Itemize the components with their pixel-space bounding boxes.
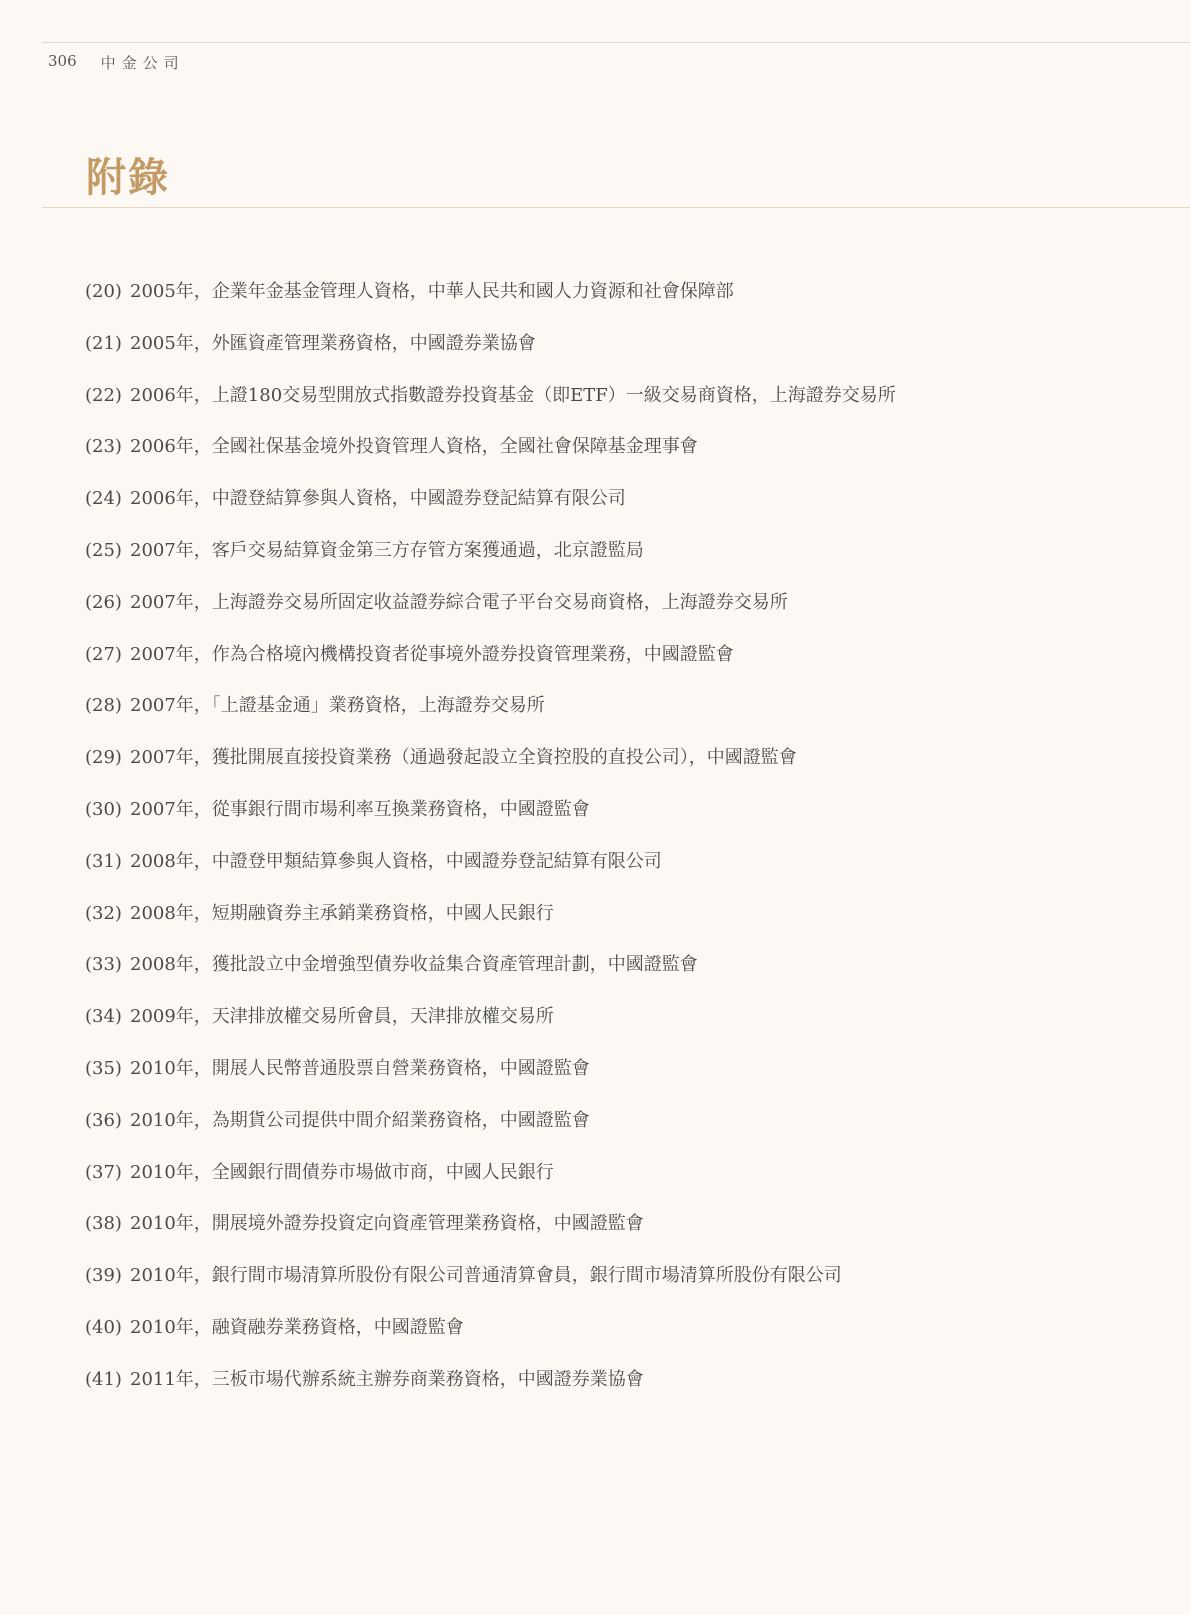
list-item: [85, 487, 896, 539]
list-item: [85, 591, 896, 643]
item-number: (37): [85, 1161, 122, 1183]
list-item: [85, 1109, 896, 1161]
item-number: (35): [85, 1057, 122, 1079]
company-name: 中金公司: [100, 54, 185, 72]
item-text: 2011年，三板市場代辦系統主辦券商業務資格，中國證券業協會: [130, 1368, 644, 1390]
list-item: [85, 953, 896, 1005]
item-text: 2007年，「上證基金通」業務資格，上海證券交易所: [130, 695, 545, 717]
list-item: [85, 902, 896, 954]
list-item: [85, 798, 896, 850]
list-item: [85, 435, 896, 487]
item-number: (23): [85, 436, 122, 458]
item-text: 2007年，獲批開展直接投資業務（通過發起設立全資控股的直投公司），中國證監會: [130, 747, 797, 769]
item-number: (25): [85, 539, 122, 561]
item-number: (39): [85, 1265, 122, 1287]
item-text: 2005年，外匯資產管理業務資格，中國證券業協會: [130, 332, 536, 354]
item-text: 2010年，銀行間市場清算所股份有限公司普通清算會員，銀行間市場清算所股份有限公司: [130, 1265, 842, 1287]
list-item: [85, 280, 896, 332]
item-text: 2007年，作為合格境內機構投資者從事境外證券投資管理業務，中國證監會: [130, 643, 734, 665]
item-text: 2006年，中證登結算參與人資格，中國證券登記結算有限公司: [130, 488, 626, 510]
section-title: 附錄: [86, 154, 170, 201]
item-number: (20): [85, 281, 122, 302]
list-item: [85, 384, 896, 436]
item-text: 2006年，全國社保基金境外投資管理人資格，全國社會保障基金理事會: [130, 436, 698, 458]
item-number: (41): [85, 1368, 122, 1390]
item-text: 2009年，天津排放權交易所會員，天津排放權交易所: [130, 1006, 554, 1028]
item-text: 2007年，從事銀行間市場利率互換業務資格，中國證監會: [130, 798, 590, 820]
header-rule: [42, 42, 1190, 43]
item-text: 2010年，為期貨公司提供中間介紹業務資格，中國證監會: [130, 1109, 590, 1131]
item-number: (22): [85, 384, 122, 406]
item-number: (27): [85, 643, 122, 665]
item-text: 2005年，企業年金基金管理人資格，中華人民共和國人力資源和社會保障部: [130, 281, 734, 302]
item-number: (21): [85, 332, 122, 354]
list-item: [85, 1316, 896, 1368]
item-number: (30): [85, 798, 122, 820]
item-number: (28): [85, 695, 122, 717]
item-text: 2007年，客戶交易結算資金第三方存管方案獲通過，北京證監局: [130, 539, 644, 561]
item-text: 2010年，開展境外證券投資定向資產管理業務資格，中國證監會: [130, 1213, 644, 1235]
page-number: 306: [48, 52, 77, 70]
item-number: (26): [85, 591, 122, 613]
list-item: [85, 643, 896, 695]
list-item: [85, 539, 896, 591]
list-item: [85, 1005, 896, 1057]
item-text: 2006年，上證180交易型開放式指數證券投資基金（即ETF）一級交易商資格，上海證券交易所: [130, 384, 896, 406]
item-number: (29): [85, 747, 122, 769]
item-text: 2010年，開展人民幣普通股票自營業務資格，中國證監會: [130, 1057, 590, 1079]
item-text: 2008年，獲批設立中金增強型債券收益集合資產管理計劃，中國證監會: [130, 954, 698, 976]
running-header: [48, 52, 185, 73]
list-item: [85, 332, 896, 384]
item-number: (36): [85, 1109, 122, 1131]
list-item: [85, 694, 896, 746]
list-item: [85, 850, 896, 902]
item-number: (40): [85, 1316, 122, 1338]
list-item: [85, 1057, 896, 1109]
item-number: (32): [85, 902, 122, 924]
item-number: (31): [85, 850, 122, 872]
item-text: 2008年，短期融資券主承銷業務資格，中國人民銀行: [130, 902, 554, 924]
item-number: (33): [85, 954, 122, 976]
list-item: [85, 1212, 896, 1264]
item-text: 2010年，融資融券業務資格，中國證監會: [130, 1316, 464, 1338]
title-rule: [42, 207, 1190, 208]
item-number: (34): [85, 1006, 122, 1028]
list-item: [85, 1368, 896, 1420]
item-number: (24): [85, 488, 122, 510]
item-text: 2010年，全國銀行間債券市場做市商，中國人民銀行: [130, 1161, 554, 1183]
qualification-list: [85, 280, 896, 1420]
list-item: [85, 746, 896, 798]
item-text: 2008年，中證登甲類結算參與人資格，中國證券登記結算有限公司: [130, 850, 662, 872]
list-item: [85, 1264, 896, 1316]
item-number: (38): [85, 1213, 122, 1235]
list-item: [85, 1161, 896, 1213]
item-text: 2007年，上海證券交易所固定收益證券綜合電子平台交易商資格，上海證券交易所: [130, 591, 788, 613]
